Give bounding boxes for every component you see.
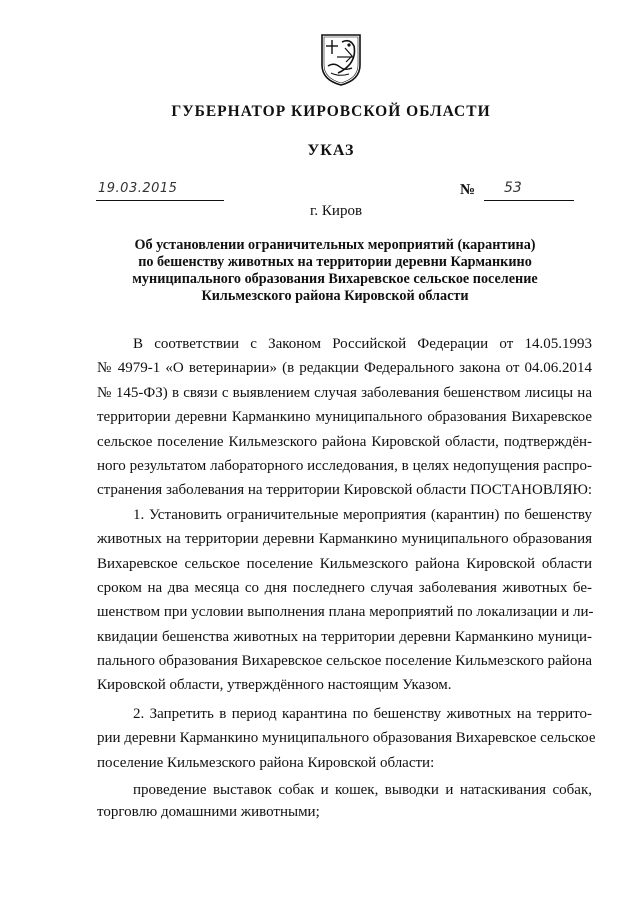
title-line: муниципального образования Вихаревское сельское поселение <box>132 271 538 287</box>
text-line: № 4979-1 «О ветеринарии» (в редакции Федерального закона от 04.06.2014 <box>97 360 592 377</box>
text-line: поселение Кильмезского района Кировской области: <box>97 754 435 771</box>
text-line: 2. Запретить в период карантина по бешенству животных на террито- <box>133 705 592 722</box>
text-line: 1. Установить ограничительные мероприятия (карантин) по бешенству <box>133 506 592 523</box>
text-line: шенством при условии выполнения плана мероприятий по локализации и ли- <box>97 604 594 621</box>
text-line: пального образования Вихаревское сельское поселение Кильмезского района <box>97 653 592 670</box>
date-field <box>96 180 224 201</box>
title-line: по бешенству животных на территории деревни Карманкино <box>138 254 532 270</box>
number-sign: № <box>460 182 476 198</box>
number-underline <box>484 200 574 201</box>
decree-body <box>97 332 596 823</box>
decree-title <box>112 237 558 305</box>
coat-of-arms-emblem <box>319 33 363 87</box>
text-line: территории деревни Карманкино муниципального образования Вихаревское <box>97 409 592 426</box>
issuing-authority: ГУБЕРНАТОР КИРОВСКОЙ ОБЛАСТИ <box>171 103 491 120</box>
title-line: Об установлении ограничительных мероприятий (карантина) <box>134 237 536 253</box>
text-line: квидации бешенства животных на территории деревни Карманкино муници- <box>97 628 592 645</box>
text-line: рии деревни Карманкино муниципального образования Вихаревское сельское <box>97 730 596 747</box>
title-line: Кильмезского района Кировской области <box>201 288 469 304</box>
item-2-subitem-paragraph <box>97 779 592 823</box>
text-line: Кировской области, утверждённого настоящим Указом. <box>97 677 452 694</box>
item-2-paragraph <box>97 702 596 775</box>
item-1-paragraph <box>97 503 592 698</box>
decree-number: 53 <box>504 180 522 196</box>
text-line: В соответствии с Законом Российской Федерации от 14.05.1993 <box>133 336 592 352</box>
document-type: УКАЗ <box>307 142 355 159</box>
text-line: проведение выставок собак и кошек, выводки и натаскивания собак, <box>133 782 592 799</box>
text-line: № 145-ФЗ) в связи с выявлением случая заболевания бешенством лисицы на <box>97 384 592 401</box>
city: г. Киров <box>309 203 363 219</box>
text-line: странения заболевания на территории Кировской области ПОСТАНОВЛЯЮ: <box>97 482 593 499</box>
decree-date: 19.03.2015 <box>98 181 178 196</box>
text-line: Вихаревское сельское поселение Кильмезского района Кировской области <box>97 555 592 572</box>
text-line: сроком на два месяца со дня последнего случая заболевания животных бе- <box>97 579 592 596</box>
preamble-paragraph <box>97 332 592 503</box>
text-line: торговлю домашними животными; <box>97 804 320 821</box>
text-line: животных на территории деревни Карманкино муниципального образования <box>97 531 592 548</box>
text-line: сельское поселение Кильмезского района Кировской области, подтверждён- <box>97 433 592 450</box>
text-line: ного результатом лабораторного исследования, в целях недопущения распро- <box>97 457 592 474</box>
